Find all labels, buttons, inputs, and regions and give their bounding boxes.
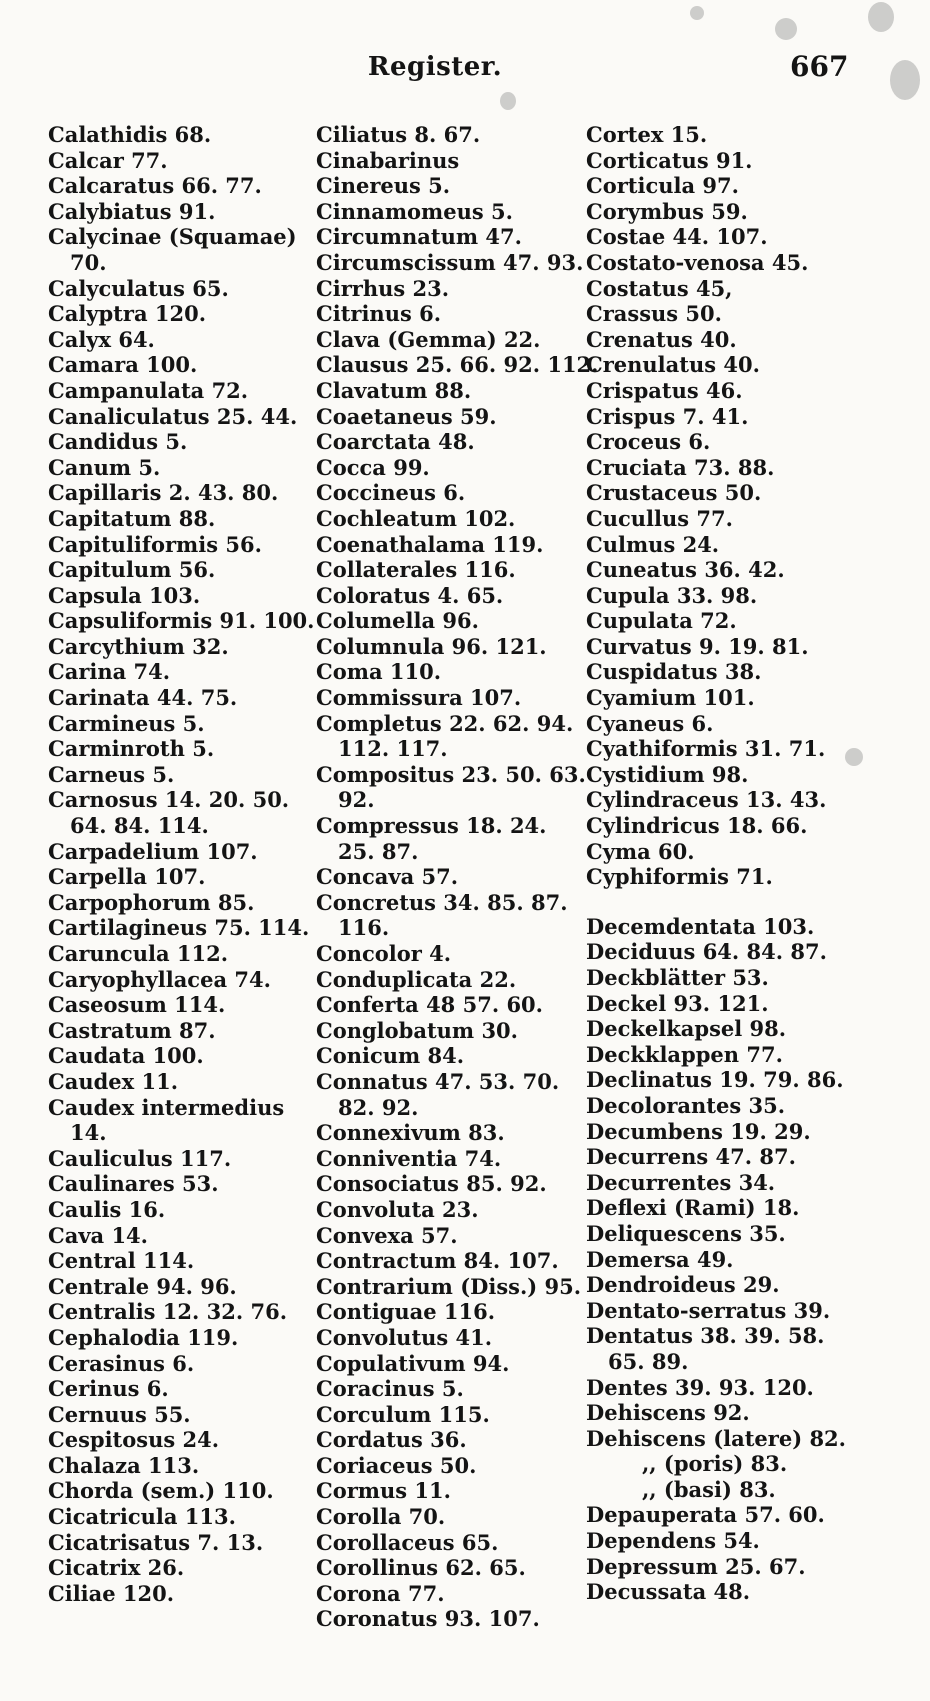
index-entry: Capsula 103. [48,582,201,608]
index-entry: Deckklappen 77. [586,1041,783,1067]
index-entry: Cicatricula 113. [48,1504,236,1530]
index-entry: Coarctata 48. [316,429,475,455]
index-entry: Carpadelium 107. [48,838,258,864]
index-entry-ditto: ,, (poris) 83. [642,1451,788,1477]
index-entry: Cinabarinus [316,147,460,173]
index-entry: Decurrens 47. 87. [586,1144,796,1170]
index-entry: Collaterales 116. [316,557,516,583]
index-entry: Copulativum 94. [316,1350,510,1376]
index-entry: Costato-venosa 45. [586,249,809,275]
index-entry: Carminroth 5. [48,736,215,762]
index-entry: Caruncula 112. [48,941,229,966]
index-entry: Concolor 4. [316,941,452,966]
index-entry: Cicatrisatus 7. 13. [48,1529,264,1555]
index-entry: Carnosus 14. 20. 50. [48,787,290,813]
index-entry-continuation: 70. [70,249,107,275]
index-entry: Dentes 39. 93. 120. [586,1374,814,1400]
index-entry: Decussata 48. [586,1579,751,1605]
index-entry: Connatus 47. 53. 70. [316,1068,560,1094]
index-entry: Declinatus 19. 79. 86. [586,1067,844,1093]
index-entry: Capituliformis 56. [48,531,262,557]
index-entry: Dependens 54. [586,1528,760,1554]
index-entry: Cucullus 77. [586,505,733,531]
index-entry: Dentato-serratus 39. [586,1297,831,1323]
index-entry: Curvatus 9. 19. 81. [586,633,809,659]
index-entry: Cochleatum 102. [316,505,516,531]
index-entry: Dentatus 38. 39. 58. [586,1323,825,1349]
index-entry: Compositus 23. 50. 63. [316,761,586,787]
index-entry: Coriaceus 50. [316,1452,477,1478]
index-entry: Crustaceus 50. [586,480,762,506]
index-entry-continuation: 82. 92. [338,1094,419,1120]
index-entry: Carinata 44. 75. [48,685,238,711]
index-entry: Coracinus 5. [316,1376,464,1402]
page-number: 667 [790,50,849,83]
index-entry-continuation: 112. 117. [338,736,448,762]
index-entry: Cruciata 73. 88. [586,454,775,480]
paper-stain [845,748,863,766]
index-entry: Decurrentes 34. [586,1169,776,1195]
index-entry: Conferta 48 57. 60. [316,992,543,1018]
index-entry: Deciduus 64. 84. 87. [586,939,827,965]
index-entry: Clavatum 88. [316,377,472,403]
index-entry: Capitatum 88. [48,505,216,531]
index-entry: Coloratus 4. 65. [316,582,504,608]
index-entry: Cava 14. [48,1222,148,1248]
index-entry: Carpella 107. [48,864,206,890]
index-entry: Cauliculus 117. [48,1145,232,1171]
index-entry: Convolutus 41. [316,1324,493,1350]
index-entry: Carina 74. [48,659,171,685]
index-entry: Concretus 34. 85. 87. [316,889,568,915]
index-entry: Circumscissum 47. 93. [316,249,584,275]
index-entry: Castratum 87. [48,1017,216,1043]
paper-stain [775,18,797,40]
index-entry: Capillaris 2. 43. 80. [48,480,279,506]
index-entry-continuation: 14. [70,1120,107,1146]
index-entry: Demersa 49. [586,1246,734,1272]
index-entry: Camara 100. [48,352,198,378]
index-entry: Cyathiformis 31. 71. [586,736,826,762]
index-entry: Deckelkapsel 98. [586,1016,787,1042]
index-entry: Caulinares 53. [48,1171,219,1197]
index-entry: Decemdentata 103. [586,913,815,939]
index-entry: Conduplicata 22. [316,966,517,992]
index-entry: Cyaneus 6. [586,710,714,736]
index-entry: Capitulum 56. [48,557,216,583]
index-entry: Calyculatus 65. [48,275,229,301]
index-entry: Deliquescens 35. [586,1220,786,1246]
index-entry: Cinereus 5. [316,173,451,199]
index-column-3 [586,122,906,1605]
index-entry: Caudex intermedius [48,1094,285,1120]
index-entry: Concava 57. [316,864,459,890]
index-entry: Conglobatum 30. [316,1017,518,1043]
index-entry: Crenulatus 40. [586,352,760,378]
index-entry: Cylindricus 18. 66. [586,813,808,839]
index-entry: Contractum 84. 107. [316,1248,559,1274]
index-entry: Caryophyllacea 74. [48,966,271,992]
index-entry: Depauperata 57. 60. [586,1502,825,1528]
index-entry: Cocca 99. [316,454,430,480]
index-entry: Cyma 60. [586,838,695,864]
index-entry: Clausus 25. 66. 92. 112. [316,352,599,378]
index-entry: Crassus 50. [586,301,722,327]
index-entry: Croceus 6. [586,429,711,455]
index-entry: Corticula 97. [586,173,739,199]
index-entry: Decumbens 19. 29. [586,1118,811,1144]
index-entry: Cirrhus 23. [316,275,450,301]
index-entry: Cerasinus 6. [48,1350,195,1376]
index-entry: Carmineus 5. [48,710,205,736]
index-entry: Corona 77. [316,1580,445,1606]
index-entry: Dehiscens 92. [586,1400,750,1426]
index-entry: Carcythium 32. [48,633,229,659]
index-entry: Carpophorum 85. [48,889,255,915]
index-entry: Crenatus 40. [586,326,737,352]
index-entry: Deckel 93. 121. [586,990,769,1016]
index-entry: Cespitosus 24. [48,1427,220,1453]
index-entry: Calyptra 120. [48,301,207,327]
index-entry: Clava (Gemma) 22. [316,326,541,352]
index-entry: Corolla 70. [316,1504,446,1530]
index-entry: Cyphiformis 71. [586,864,773,890]
index-entry: Coenathalama 119. [316,531,544,557]
index-entry: Corticatus 91. [586,147,753,173]
index-entry: Carneus 5. [48,761,175,787]
paper-stain [868,2,894,32]
index-entry-continuation: 64. 84. 114. [70,813,209,839]
index-entry: Cyamium 101. [586,685,755,711]
index-entry: Coronatus 93. 107. [316,1606,540,1632]
index-entry: Caudata 100. [48,1043,204,1069]
index-entry: Dehiscens (latere) 82. [586,1425,846,1451]
paper-stain [690,6,704,20]
index-entry: Crispus 7. 41. [586,403,749,429]
index-entry: Cupula 33. 98. [586,582,758,608]
index-entry: Commissura 107. [316,685,522,711]
index-entry: Cartilagineus 75. 114. [48,915,310,941]
index-entry: Candidus 5. [48,429,188,455]
index-entry-continuation: 25. 87. [338,838,419,864]
index-entry: Decolorantes 35. [586,1092,786,1118]
index-column-2 [316,122,599,1632]
index-entry: Costatus 45, [586,275,733,301]
index-entry: Cicatrix 26. [48,1555,185,1581]
index-entry: Columella 96. [316,608,479,634]
index-entry: Connexivum 83. [316,1120,505,1146]
index-entry: Convexa 57. [316,1222,458,1248]
index-entry: Canaliculatus 25. 44. [48,403,298,429]
index-entry: Cormus 11. [316,1478,451,1504]
index-entry: Calcaratus 66. 77. [48,173,262,199]
index-entry: Corollaceus 65. [316,1529,499,1555]
index-entry: Convoluta 23. [316,1196,479,1222]
index-entry: Cernuus 55. [48,1401,191,1427]
index-entry: Corollinus 62. 65. [316,1555,526,1581]
index-entry: Centrale 94. 96. [48,1273,237,1299]
index-entry: Cuspidatus 38. [586,659,762,685]
index-entry: Dendroideus 29. [586,1272,780,1298]
index-entry: Cuneatus 36. 42. [586,557,785,583]
index-entry: Calycinae (Squamae) [48,224,297,250]
index-entry: Columnula 96. 121. [316,633,547,659]
index-entry: Chorda (sem.) 110. [48,1478,274,1504]
index-entry: Depressum 25. 67. [586,1553,806,1579]
index-entry: Cylindraceus 13. 43. [586,787,827,813]
index-entry: Circumnatum 47. [316,224,522,250]
index-entry: Coaetaneus 59. [316,403,497,429]
index-entry: Conniventia 74. [316,1145,502,1171]
index-entry: Calyx 64. [48,326,155,352]
index-entry-continuation: 116. [338,915,390,941]
index-entry: Culmus 24. [586,531,720,557]
index-entry: Cinnamomeus 5. [316,198,513,224]
index-entry: Cupulata 72. [586,608,737,634]
index-entry: Caulis 16. [48,1196,166,1222]
index-entry: Caseosum 114. [48,992,226,1018]
index-entry: Calybiatus 91. [48,198,216,224]
index-entry: Canum 5. [48,454,161,480]
page-title: Register. [367,52,503,82]
index-entry: Cerinus 6. [48,1376,169,1402]
index-entry: Ciliae 120. [48,1580,175,1606]
index-entry: Compressus 18. 24. [316,813,547,839]
index-entry-ditto: ,, (basi) 83. [642,1476,776,1502]
index-entry: Completus 22. 62. 94. [316,710,574,736]
index-entry: Coma 110. [316,659,442,685]
index-entry: Contrarium (Diss.) 95. [316,1273,582,1299]
index-entry: Coccineus 6. [316,480,466,506]
index-entry: Cortex 15. [586,122,708,147]
index-entry: Capsuliformis 91. 100. [48,608,315,634]
index-entry: Campanulata 72. [48,377,249,403]
index-entry: Corculum 115. [316,1401,490,1427]
index-entry: Calathidis 68. [48,122,212,147]
index-entry: Conicum 84. [316,1043,465,1069]
index-entry: Crispatus 46. [586,377,743,403]
index-entry-continuation: 65. 89. [608,1348,689,1374]
paper-stain [500,92,516,110]
index-entry: Centralis 12. 32. 76. [48,1299,288,1325]
index-entry: Cystidium 98. [586,761,749,787]
index-entry: Ciliatus 8. 67. [316,122,481,147]
index-entry: Cordatus 36. [316,1427,467,1453]
index-entry: Citrinus 6. [316,301,442,327]
index-entry: Corymbus 59. [586,198,748,224]
index-entry: Costae 44. 107. [586,224,768,250]
index-entry: Deflexi (Rami) 18. [586,1195,800,1221]
index-entry: Central 114. [48,1248,195,1274]
index-entry: Calcar 77. [48,147,168,173]
index-entry-continuation: 92. [338,787,375,813]
paper-stain [890,60,920,100]
index-entry: Deckblätter 53. [586,965,769,990]
index-column-1 [48,122,315,1606]
index-entry: Chalaza 113. [48,1452,200,1478]
index-entry: Caudex 11. [48,1068,178,1094]
index-entry: Consociatus 85. 92. [316,1171,547,1197]
index-entry: Cephalodia 119. [48,1324,239,1350]
index-entry: Contiguae 116. [316,1299,496,1325]
